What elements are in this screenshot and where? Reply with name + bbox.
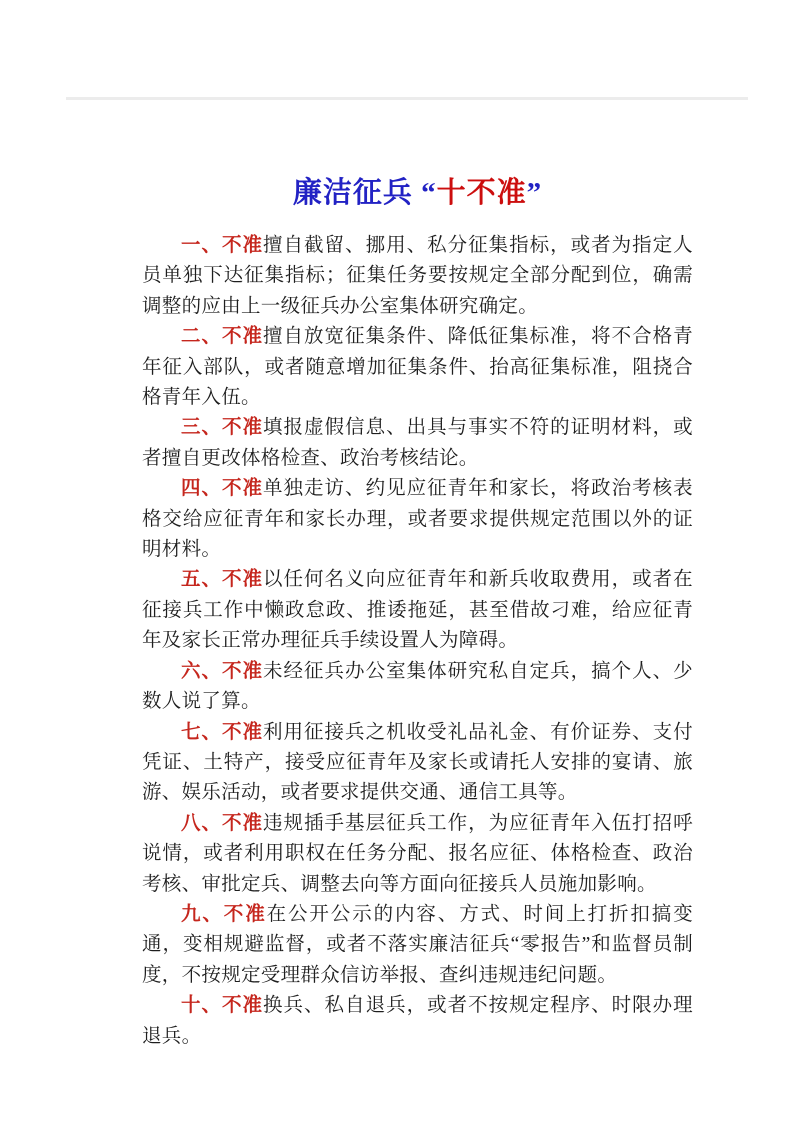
rule-text: 擅自截留、挪用、私分征集指标，或者为指定人员单独下达征集指标；征集任务要按规定全部分配到位，确需调整的应由上一级征兵办公室集体研究确定。 <box>142 235 693 317</box>
rule-paragraph-8 <box>142 809 693 900</box>
rule-text: 在公开公示的内容、方式、时间上打折扣搞变通，变相规避监督，或者不落实廉洁征兵“零报告”和监督员制度，不按规定受理群众信访举报、查纠违规违纪问题。 <box>142 903 693 986</box>
rule-text: 填报虚假信息、出具与事实不符的证明材料，或者擅自更改体格检查、政治考核结论。 <box>142 417 693 469</box>
rule-label: 二、不准 <box>181 326 264 348</box>
rule-paragraph-10 <box>142 991 693 1052</box>
rule-label: 九、不准 <box>181 903 267 925</box>
rule-label: 七、不准 <box>181 721 264 743</box>
rule-label: 十、不准 <box>181 995 264 1017</box>
rule-text: 以任何名义向应征青年和新兵收取费用，或者在征接兵工作中懒政怠政、推诿拖延，甚至借故刁难，给应征青年及家长正常办理征兵手续设置人为障碍。 <box>142 569 693 652</box>
rule-paragraph-4 <box>142 474 693 565</box>
title-prefix: 廉洁征兵 “ <box>292 177 437 209</box>
rule-paragraph-3 <box>142 413 693 474</box>
rule-text: 换兵、私自退兵，或者不按规定程序、时限办理退兵。 <box>142 995 693 1047</box>
rule-text: 利用征接兵之机收受礼品礼金、有价证券、支付凭证、土特产，接受应征青年及家长或请托人安排的宴请、旅游、娱乐活动，或者要求提供交通、通信工具等。 <box>142 721 693 804</box>
rule-label: 八、不准 <box>181 812 264 834</box>
title-highlight: 十不准 <box>436 177 527 209</box>
rule-text: 单独走访、约见应征青年和家长，将政治考核表格交给应征青年和家长办理，或者要求提供规定范围以外的证明材料。 <box>142 478 693 561</box>
rule-label: 六、不准 <box>181 660 264 682</box>
title-suffix: ” <box>526 177 543 209</box>
rule-label: 五、不准 <box>181 569 264 591</box>
rule-paragraph-6 <box>142 657 693 718</box>
rule-paragraph-7 <box>142 718 693 809</box>
rule-text: 违规插手基层征兵工作，为应征青年入伍打招呼说情，或者利用职权在任务分配、报名应征、体格检查、政治考核、审批定兵、调整去向等方面向征接兵人员施加影响。 <box>142 812 693 895</box>
rule-text: 未经征兵办公室集体研究私自定兵，搞个人、少数人说了算。 <box>142 660 693 713</box>
rule-text: 擅自放宽征集条件、降低征集标准，将不合格青年征入部队，或者随意增加征集条件、抬高征集标准，阻挠合格青年入伍。 <box>142 326 693 409</box>
rule-paragraph-5 <box>142 565 693 656</box>
rule-paragraph-2 <box>142 322 693 413</box>
rule-paragraph-9 <box>142 900 693 991</box>
rule-label: 四、不准 <box>181 478 264 500</box>
rule-paragraph-1 <box>142 231 693 322</box>
rule-label: 一、不准 <box>181 235 264 256</box>
article-content <box>142 172 693 1052</box>
page-title <box>142 172 693 214</box>
top-divider <box>66 97 748 100</box>
rule-label: 三、不准 <box>181 417 264 439</box>
